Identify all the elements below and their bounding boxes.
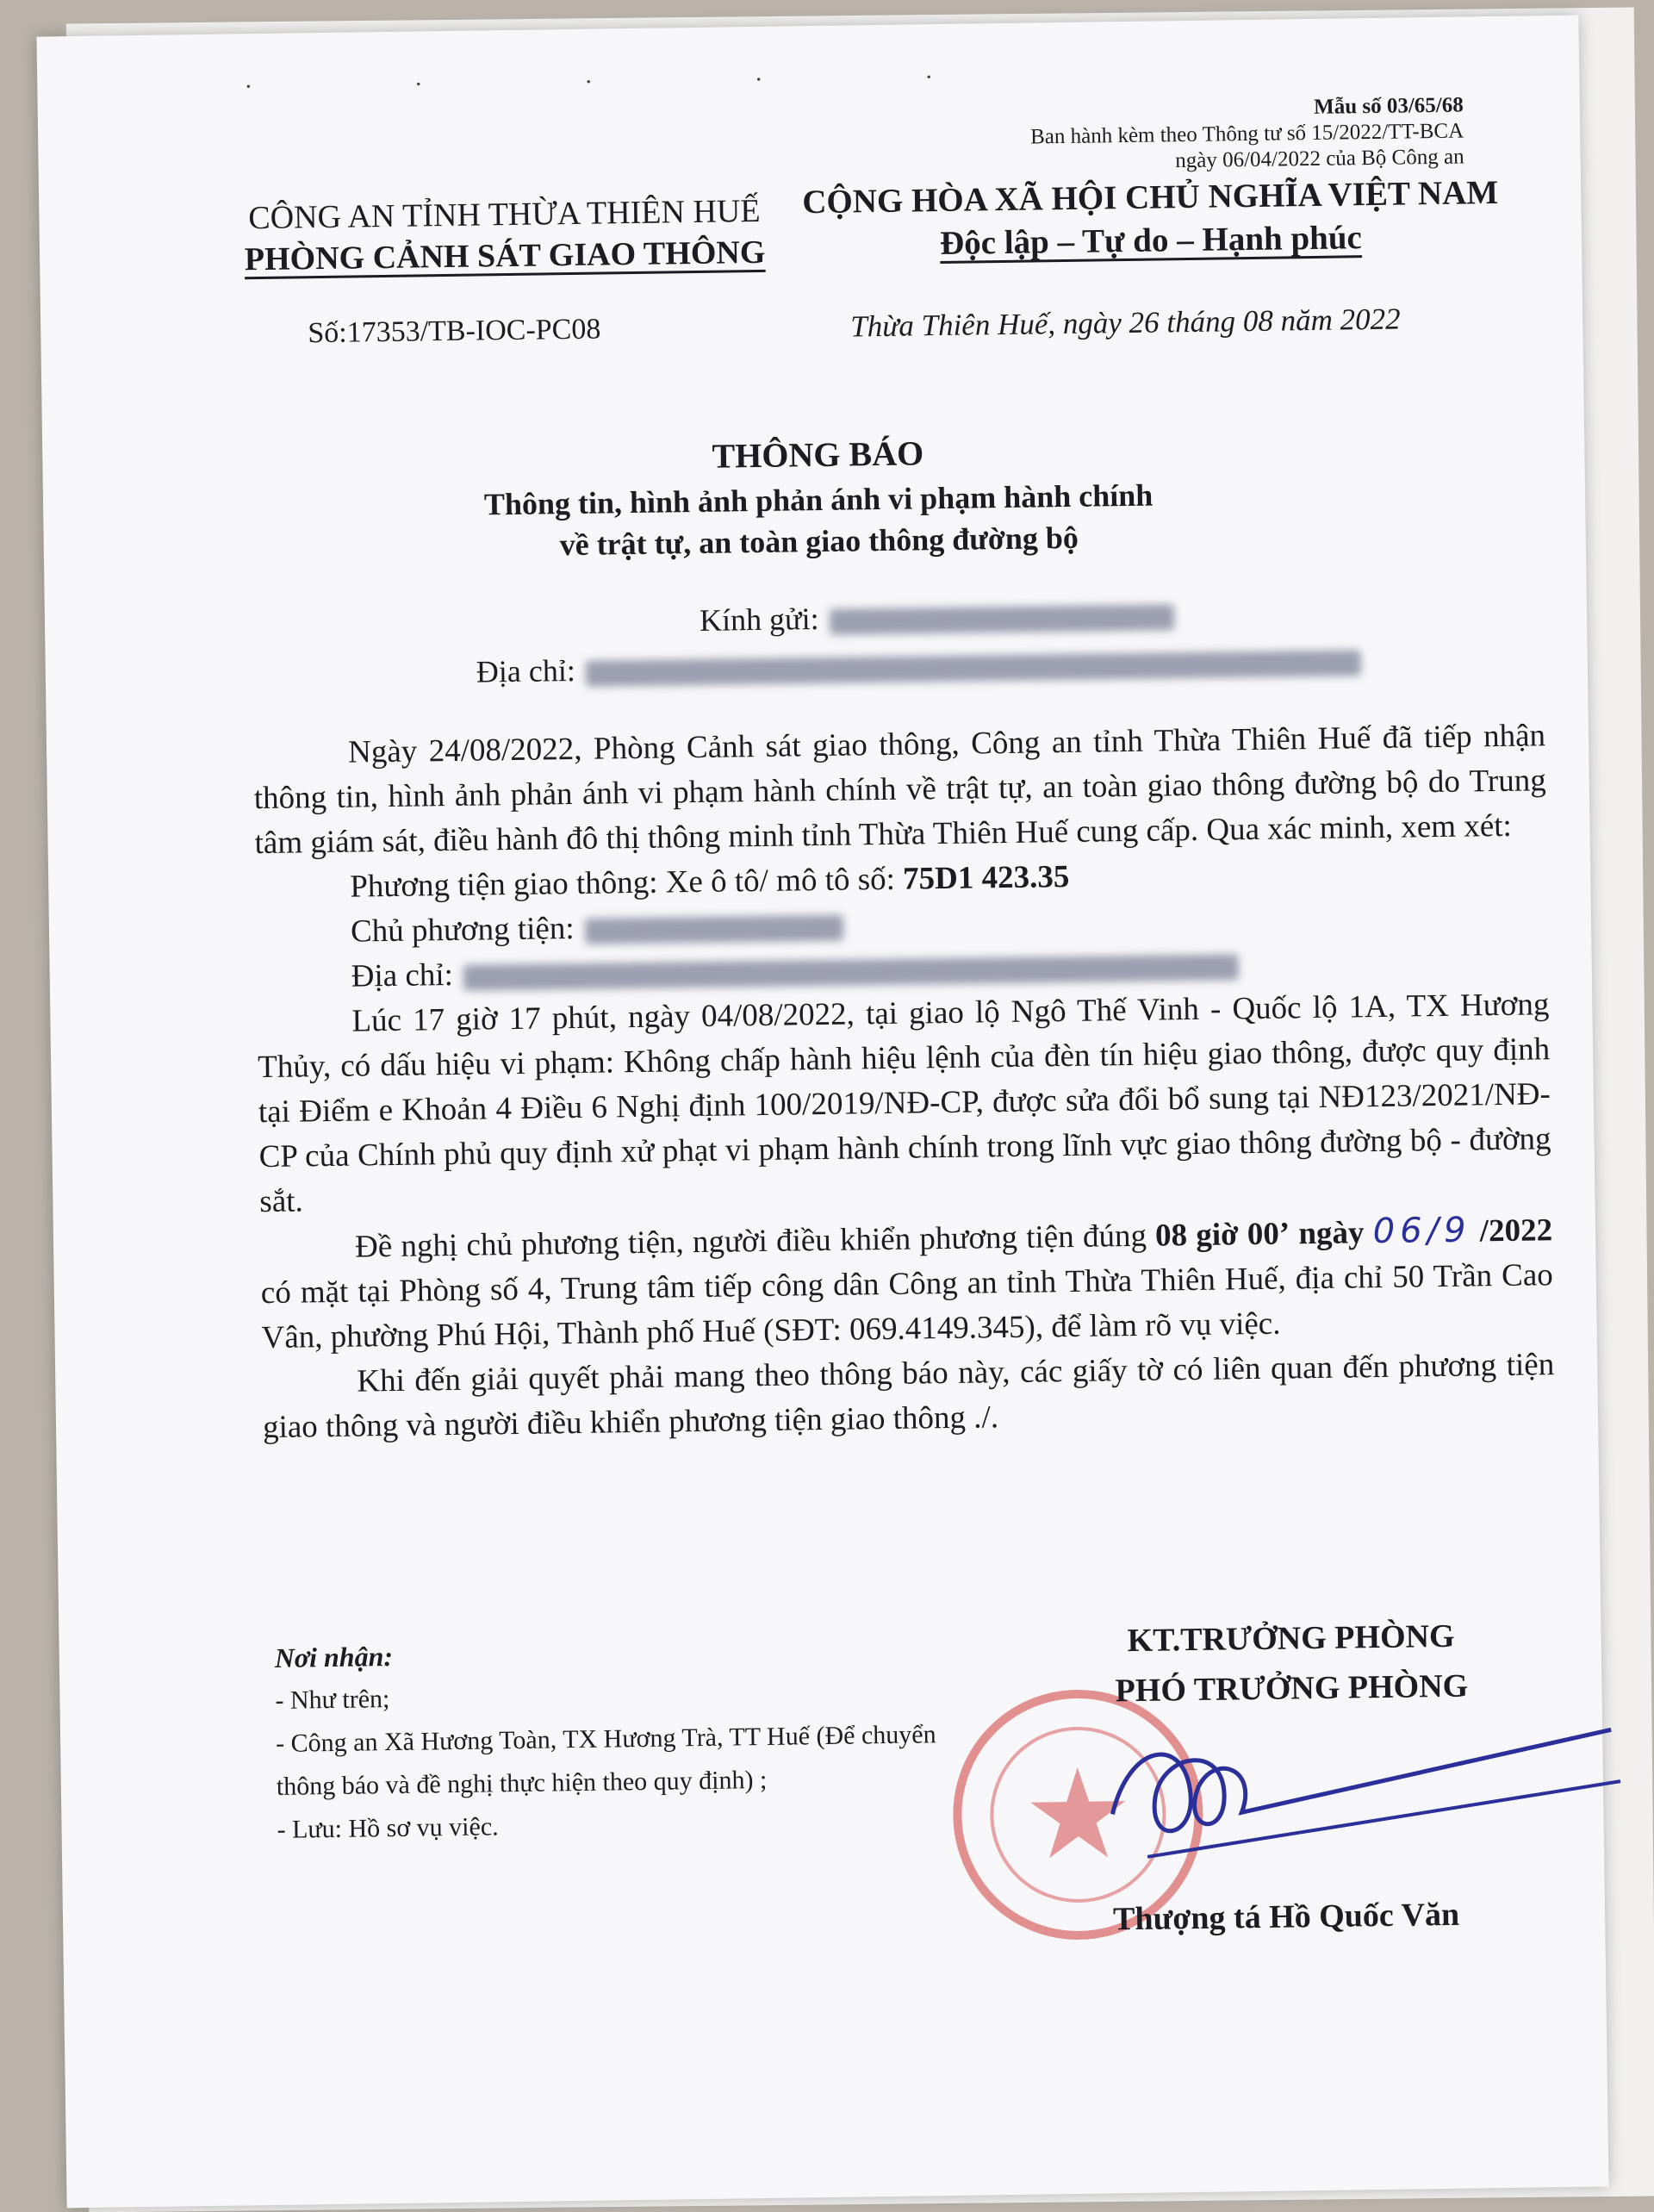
receivers-heading: Nơi nhận: [274,1641,394,1673]
handwritten-date: 06/9 [1372,1210,1471,1252]
agency-parent: CÔNG AN TỈNH THỪA THIÊN HUẾ [248,192,761,237]
document-title [215,422,1422,570]
nation-motto: Độc lập – Tự do – Hạnh phúc [939,219,1363,262]
receiver-item: - Lưu: Hồ sơ vụ việc. [277,1812,499,1844]
recipient-to-label: Kính gửi: [699,601,819,638]
national-header [780,171,1521,268]
title-line1: Thông tin, hình ảnh phản ánh vi phạm hành chính [483,477,1153,522]
redacted-owner-address [463,954,1239,991]
signature-line1: KT.TRƯỞNG PHÒNG [1127,1617,1455,1660]
document-number: Số:17353/TB-IOC-PC08 [308,313,601,350]
owner-address-label: Địa chỉ: [351,956,454,994]
recipient-address-label: Địa chỉ: [476,652,576,689]
form-number: Mẫu số 03/65/68 [1313,93,1464,119]
summons-time: 08 giờ 00’ [1154,1216,1290,1254]
form-reference [1029,93,1464,177]
redacted-address [586,650,1361,687]
form-issued-line2: ngày 06/04/2022 của Bộ Công an [1175,145,1464,173]
signer-name: Thượng tá Hồ Quốc Văn [1112,1896,1460,1938]
redacted-owner [584,914,843,944]
document-page [36,16,1608,2209]
summons-year: /2022 [1479,1212,1553,1249]
summons-text: Đề nghị chủ phương tiện, người điều khiển phương tiện đúng [354,1218,1147,1265]
paragraph-instructions: Khi đến giải quyết phải mang theo thông báo này, các giấy tờ có liên quan đến phương tiện giao thông và người điều khiển phương tiện giao thông ./. [262,1347,1555,1446]
agency-unit: PHÒNG CẢNH SÁT GIAO THÔNG [244,234,766,278]
owner-label: Chủ phương tiện: [350,911,575,950]
signature-title [1023,1610,1559,1717]
issuing-agency [194,190,815,281]
title-main: THÔNG BÁO [712,433,924,476]
handwritten-signature [1094,1704,1630,1866]
license-plate: 75D1 423.35 [902,858,1070,897]
form-issued-line1: Ban hành kèm theo Thông tư số 15/2022/TT-BCA [1029,119,1464,149]
receivers-list [274,1626,983,1851]
receiver-item: - Công an Xã Hương Toàn, TX Hương Trà, TT Huế (Để chuyển thông báo và đề nghị thực hiện theo quy định) ; [275,1720,936,1801]
vehicle-label: Phương tiện giao thông: Xe ô tô/ mô tô số: [350,861,896,905]
signature-line2: PHÓ TRƯỞNG PHÒNG [1115,1667,1469,1710]
punch-marks: · · · · · [244,61,1011,102]
summons-day-label: ngày [1298,1215,1365,1252]
notice-body [253,713,1555,1450]
paragraph-receipt: Ngày 24/08/2022, Phòng Cảnh sát giao thông, Công an tỉnh Thừa Thiên Huế đã tiếp nhận thông tin, hình ảnh phản ánh vi phạm hành chính về trật tự, an toàn giao thông đường bộ do Trung tâm giám sát, điều hành đô thị thông minh tỉnh Thừa Thiên Huế cung cấp. Qua xác minh, xem xét: [253,718,1547,862]
title-line2: về trật tự, an toàn giao thông đường bộ [559,520,1079,563]
nation-name: CỘNG HÒA XÃ HỘI CHỦ NGHĨA VIỆT NAM [802,173,1499,221]
recipient-block [424,587,1361,696]
redacted-recipient [829,604,1173,635]
summons-location: có mặt tại Phòng số 4, Trung tâm tiếp công dân Công an tỉnh Thừa Thiên Huế, địa chỉ 50 Trần Cao Vân, phường Phú Hội, Thành phố Huế (SĐT: 069.4149.345), để làm rõ vụ việc. [260,1257,1554,1356]
place-date: Thừa Thiên Huế, ngày 26 tháng 08 năm 2022 [850,302,1401,344]
paragraph-violation: Lúc 17 giờ 17 phút, ngày 04/08/2022, tại giao lộ Ngô Thế Vinh - Quốc lộ 1A, TX Hương Thủy, có dấu hiệu vi phạm: Không chấp hành hiệu lệnh của đèn tín hiệu giao thông, được quy định tại Điểm e Khoản 4 Điều 6 Nghị định 100/2019/NĐ-CP, được sửa đổi bổ sung tại NĐ123/2021/NĐ-CP của Chính phủ quy định xử phạt vi phạm hành chính trong lĩnh vực giao thông đường bộ - đường sắt. [257,987,1551,1220]
receiver-item: - Như trên; [275,1685,390,1715]
paragraph-summons [260,1206,1554,1361]
